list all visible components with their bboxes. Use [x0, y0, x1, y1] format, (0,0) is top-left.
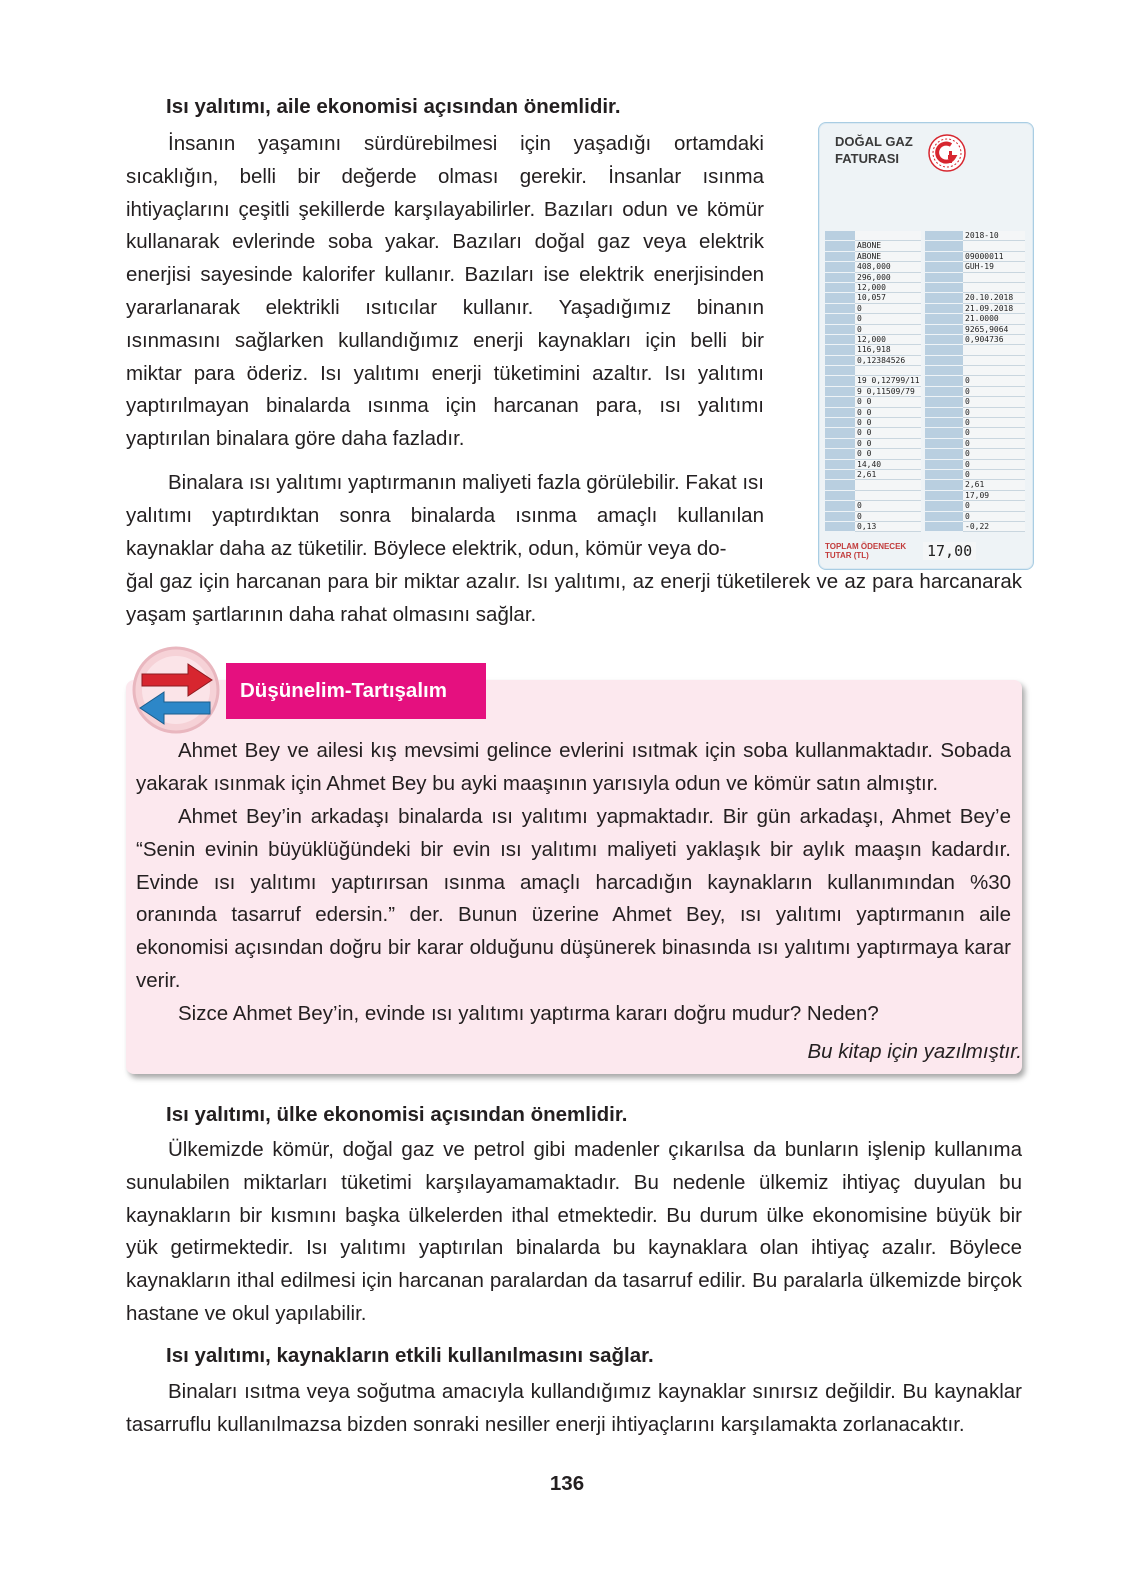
invoice-row	[825, 512, 1025, 522]
invoice-label-cell	[925, 439, 963, 449]
invoice-cell: ABONE	[855, 241, 921, 251]
invoice-row	[825, 460, 1025, 470]
invoice-label-cell	[925, 491, 963, 501]
invoice-label-cell	[925, 356, 963, 366]
invoice-label-cell	[825, 366, 855, 376]
invoice-row	[825, 491, 1025, 501]
invoice-label-cell	[925, 283, 963, 293]
invoice-total-label: TOPLAM ÖDENECEK TUTAR (TL)	[825, 542, 907, 560]
invoice-total-row	[825, 541, 1025, 561]
invoice-cell: 0	[855, 325, 921, 335]
invoice-label-cell	[825, 231, 855, 241]
invoice-row	[825, 345, 1025, 355]
invoice-label-cell	[925, 501, 963, 511]
invoice-label-cell	[925, 345, 963, 355]
paragraph-efficient-use: Binaları ısıtma veya soğutma amacıyla kullandığımız kaynaklar sınırsız değildir. Bu kaynaklar tasarruflu kullanılmazsa bizden sonraki nesiller enerji ihtiyaçlarını karşılamakta zorlanacaktır.	[126, 1380, 1022, 1436]
invoice-row	[825, 439, 1025, 449]
invoice-label-cell	[925, 387, 963, 397]
invoice-cell: 0	[963, 512, 1025, 522]
invoice-cell: 0	[963, 460, 1025, 470]
invoice-label-cell	[925, 397, 963, 407]
invoice-row	[825, 273, 1025, 283]
invoice-row	[825, 480, 1025, 490]
invoice-cell: -0,22	[963, 522, 1025, 532]
invoice-row	[825, 314, 1025, 324]
invoice-cell: 0 0	[855, 428, 921, 438]
invoice-row	[825, 387, 1025, 397]
invoice-label-cell	[825, 512, 855, 522]
discussion-paragraph-1: Ahmet Bey ve ailesi kış mevsimi gelince evlerini ısıtmak için soba kullanmaktadır. Sobada yakarak ısınmak için Ahmet Bey bu ayki maaşının yarısıyla odun ve kömür satın almıştır.	[136, 739, 1011, 795]
invoice-cell: 0	[855, 501, 921, 511]
invoice-cell: 21.09.2018	[963, 304, 1025, 314]
invoice-label-cell	[825, 345, 855, 355]
invoice-cell: 0	[963, 408, 1025, 418]
invoice-label-cell	[825, 293, 855, 303]
section-heading-family-economy: Isı yalıtımı, aile ekonomisi açısından önemlidir.	[166, 95, 621, 118]
invoice-label-cell	[825, 408, 855, 418]
invoice-label-cell	[825, 439, 855, 449]
invoice-cell: 0 0	[855, 397, 921, 407]
invoice-label-cell	[925, 262, 963, 272]
invoice-row	[825, 241, 1025, 251]
invoice-label-cell	[925, 273, 963, 283]
invoice-cell	[963, 241, 1025, 251]
invoice-cell: 0	[963, 501, 1025, 511]
discussion-box	[126, 680, 1022, 1074]
invoice-cell: 408,000	[855, 262, 921, 272]
invoice-row	[825, 376, 1025, 386]
invoice-cell: 0	[963, 418, 1025, 428]
invoice-label-cell	[925, 231, 963, 241]
invoice-cell: 0 0	[855, 408, 921, 418]
invoice-cell: 2,61	[963, 480, 1025, 490]
invoice-cell: 2,61	[855, 470, 921, 480]
discussion-paragraph-2: Ahmet Bey’in arkadaşı binalarda ısı yalıtımı yapmaktadır. Bir gün arkadaşı, Ahmet Bey’e “Senin evinin büyüklüğündeki bir evin ısı yalıtımı maliyeti yaklaşık bir aylık maaşın kadardır. Evinde ısı yalıtımı yaptırırsan ısınma amaçlı harcadığın kaynakların kullanımından %30 oranında tasarruf edersin.” der. Bunun üzerine Ahmet Bey, ısı yalıtımı yaptırmanın aile ekonomisi açısından doğru bir karar olduğunu düşünerek binasında ısı yalıtımı yaptırmaya karar verir.	[136, 805, 1011, 992]
invoice-cell: 9 0,11509/79	[855, 387, 921, 397]
discussion-arrows-icon	[128, 644, 224, 736]
invoice-cell: 0 0	[855, 449, 921, 459]
invoice-label-cell	[825, 314, 855, 324]
invoice-label-cell	[925, 304, 963, 314]
invoice-cell: 21.0000	[963, 314, 1025, 324]
invoice-row	[825, 408, 1025, 418]
invoice-cell: 0	[963, 387, 1025, 397]
invoice-row	[825, 522, 1025, 532]
invoice-row	[825, 366, 1025, 376]
invoice-table	[825, 231, 1025, 532]
invoice-row	[825, 428, 1025, 438]
paragraph-family-economy-1: İnsanın yaşamını sürdürebilmesi için yaşadığı ortamdaki sıcaklığın, belli bir değerde olması gerekir. İnsanlar ısınma ihtiyaçlarını çeşitli şekillerde karşılayabilirler. Bazıları odun ve kömür kullanarak evlerinde soba yakar. Bazıları doğal gaz veya elektrik enerjisi sayesinde kalorifer kullanır. Bazıları ise elektrik enerjisinden yararlanarak elektrikli ısıtıcılar kullanır. Yaşadığımız binanın ısınmasını sağlarken kullandığımız enerji kaynakları için belli bir miktar para öderiz. Isı yalıtımı enerji tüketimini azaltır. Isı yalıtımı yaptırılmayan binalarda ısınma için harcanan para, ısı yalıtımı yaptırılan binalara göre daha fazladır.	[126, 132, 764, 451]
invoice-cell: 296,000	[855, 273, 921, 283]
invoice-cell	[963, 283, 1025, 293]
invoice-row	[825, 283, 1025, 293]
invoice-cell: 10,057	[855, 293, 921, 303]
paragraph-family-economy-2b: ğal gaz için harcanan para bir miktar azalır. Isı yalıtımı, az enerji tüketilerek ve az para harcanarak yaşam şartlarının daha rahat olmasını sağlar.	[126, 570, 1022, 626]
invoice-cell: 0	[963, 428, 1025, 438]
invoice-cell: 20.10.2018	[963, 293, 1025, 303]
invoice-label-cell	[825, 449, 855, 459]
invoice-row	[825, 397, 1025, 407]
section-heading-country-economy: Isı yalıtımı, ülke ekonomisi açısından önemlidir.	[166, 1103, 628, 1126]
invoice-label-cell	[825, 491, 855, 501]
invoice-label-cell	[925, 293, 963, 303]
invoice-cell	[855, 231, 921, 241]
invoice-row	[825, 356, 1025, 366]
invoice-cell	[963, 356, 1025, 366]
gas-company-logo-icon	[927, 133, 967, 173]
invoice-row	[825, 501, 1025, 511]
invoice-label-cell	[825, 460, 855, 470]
invoice-cell: 17,09	[963, 491, 1025, 501]
paragraph-family-economy-2a: Binalara ısı yalıtımı yaptırmanın maliyeti fazla görülebilir. Fakat ısı yalıtımı yaptırdıktan sonra binalarda ısınma amaçlı kullanılan kaynaklar daha az tüketilir. Böylece elektrik, odun, kömür veya do-	[126, 471, 764, 560]
invoice-cell	[963, 345, 1025, 355]
invoice-label-cell	[925, 480, 963, 490]
invoice-row	[825, 304, 1025, 314]
invoice-label-cell	[925, 470, 963, 480]
invoice-cell: 0	[855, 512, 921, 522]
invoice-label-cell	[825, 470, 855, 480]
invoice-cell: 09000011	[963, 252, 1025, 262]
invoice-title: DOĞAL GAZ FATURASI	[835, 134, 913, 166]
invoice-label-cell	[825, 480, 855, 490]
invoice-label-cell	[825, 387, 855, 397]
discussion-source: Bu kitap için yazılmıştır.	[807, 1040, 1022, 1063]
invoice-label-cell	[825, 376, 855, 386]
invoice-label-cell	[825, 283, 855, 293]
invoice-row	[825, 293, 1025, 303]
invoice-cell	[855, 366, 921, 376]
invoice-label-cell	[925, 522, 963, 532]
invoice-label-cell	[825, 418, 855, 428]
invoice-total-value: 17,00	[923, 542, 976, 560]
invoice-cell: 0	[963, 439, 1025, 449]
invoice-cell: 0	[963, 397, 1025, 407]
invoice-cell: 0 0	[855, 418, 921, 428]
invoice-label-cell	[925, 418, 963, 428]
invoice-row	[825, 252, 1025, 262]
invoice-label-cell	[825, 304, 855, 314]
invoice-row	[825, 262, 1025, 272]
invoice-cell: 14,40	[855, 460, 921, 470]
invoice-cell: GUH-19	[963, 262, 1025, 272]
invoice-cell: ABONE	[855, 252, 921, 262]
invoice-cell	[963, 366, 1025, 376]
invoice-cell: 12,000	[855, 335, 921, 345]
invoice-label-cell	[825, 241, 855, 251]
invoice-cell: 0,13	[855, 522, 921, 532]
invoice-row	[825, 325, 1025, 335]
invoice-label-cell	[925, 449, 963, 459]
invoice-cell: 0	[963, 470, 1025, 480]
invoice-label-cell	[825, 325, 855, 335]
invoice-label-cell	[825, 273, 855, 283]
invoice-label-cell	[925, 325, 963, 335]
invoice-label-cell	[825, 397, 855, 407]
section-heading-efficient-use: Isı yalıtımı, kaynakların etkili kullanılmasını sağlar.	[166, 1344, 654, 1367]
invoice-label-cell	[925, 460, 963, 470]
invoice-label-cell	[825, 522, 855, 532]
discussion-title: Düşünelim-Tartışalım	[226, 663, 486, 719]
invoice-label-cell	[825, 501, 855, 511]
invoice-label-cell	[825, 252, 855, 262]
invoice-label-cell	[925, 512, 963, 522]
invoice-cell: 0	[963, 376, 1025, 386]
invoice-cell: 0 0	[855, 439, 921, 449]
invoice-cell: 0,12384526	[855, 356, 921, 366]
invoice-cell: 0,904736	[963, 335, 1025, 345]
invoice-row	[825, 470, 1025, 480]
natural-gas-invoice-image	[818, 122, 1034, 570]
invoice-label-cell	[925, 408, 963, 418]
invoice-label-cell	[925, 428, 963, 438]
invoice-label-cell	[825, 428, 855, 438]
invoice-cell: 0	[963, 449, 1025, 459]
invoice-cell: 116,918	[855, 345, 921, 355]
invoice-cell: 0	[855, 314, 921, 324]
invoice-cell: 2018-10	[963, 231, 1025, 241]
invoice-cell: 12,000	[855, 283, 921, 293]
invoice-cell	[855, 491, 921, 501]
invoice-label-cell	[925, 366, 963, 376]
invoice-label-cell	[925, 314, 963, 324]
invoice-label-cell	[925, 241, 963, 251]
page-number: 136	[549, 1472, 585, 1495]
invoice-label-cell	[825, 356, 855, 366]
invoice-label-cell	[825, 262, 855, 272]
paragraph-country-economy: Ülkemizde kömür, doğal gaz ve petrol gibi madenler çıkarılsa da bunların işlenip kullanıma sunulabilen miktarları tüketimi karşılayamamaktadır. Bu nedenle ülkemiz ihtiyaç duyulan bu kaynakların bir kısmını başka ülkelerden ithal etmektedir. Bu durum ülke ekonomisine büyük bir yük getirmektedir. Isı yalıtımı yaptırılan binalarda bu kaynaklara olan ihtiyaç azalır. Böylece kaynakların ithal edilmesi için harcanan paralardan da tasarruf edilir. Bu paralarla ülkemizde birçok hastane ve okul yapılabilir.	[126, 1138, 1022, 1325]
invoice-label-cell	[925, 335, 963, 345]
invoice-cell	[855, 480, 921, 490]
invoice-label-cell	[925, 376, 963, 386]
invoice-cell: 9265,9064	[963, 325, 1025, 335]
invoice-row	[825, 449, 1025, 459]
invoice-cell	[963, 273, 1025, 283]
invoice-row	[825, 231, 1025, 241]
discussion-paragraph-3: Sizce Ahmet Bey’in, evinde ısı yalıtımı yaptırma kararı doğru mudur? Neden?	[178, 1002, 879, 1025]
invoice-cell: 19 0,12799/11	[857, 376, 920, 386]
invoice-label-cell	[925, 252, 963, 262]
invoice-row	[825, 335, 1025, 345]
invoice-row	[825, 418, 1025, 428]
invoice-label-cell	[825, 335, 855, 345]
invoice-cell: 0	[855, 304, 921, 314]
